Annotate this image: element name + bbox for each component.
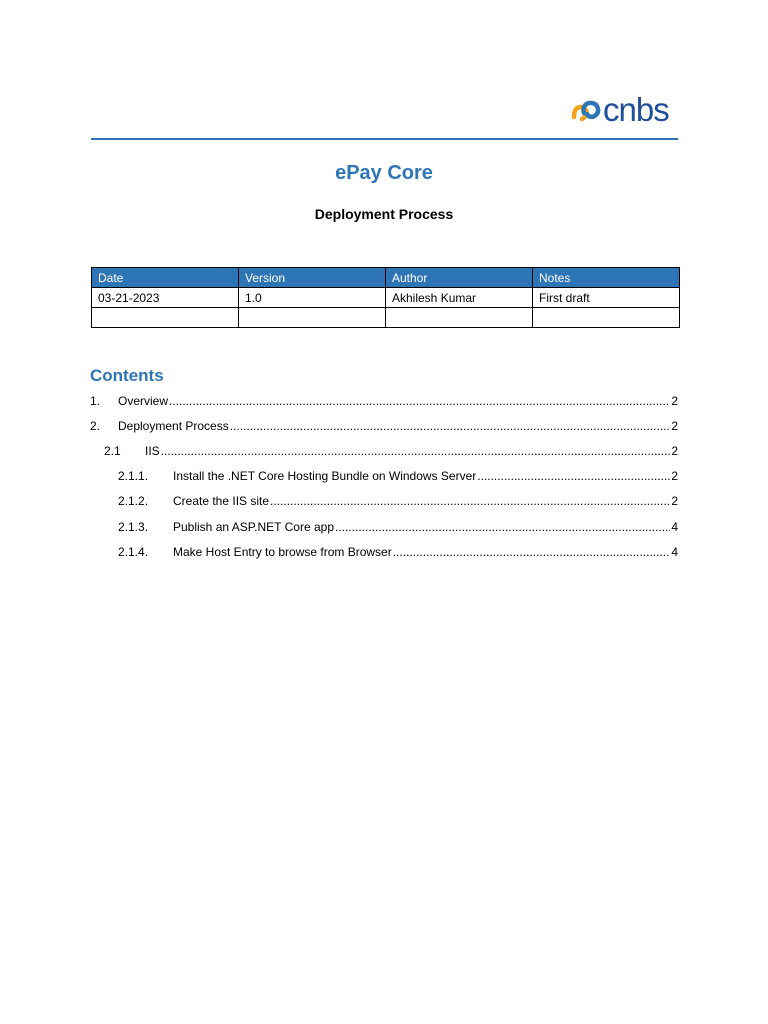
cell-author: Akhilesh Kumar (386, 288, 533, 308)
toc-entry-page: 2 (671, 394, 678, 408)
toc-entry[interactable] (0, 419, 678, 437)
cell-notes (533, 308, 680, 328)
toc-entry-number: 2.1.4. (118, 545, 149, 559)
table-row (92, 308, 680, 328)
toc-entry-title: IIS (145, 444, 160, 458)
table-header-row (92, 268, 680, 288)
toc-entry-title: Deployment Process (118, 419, 229, 433)
toc-entry-page: 2 (671, 444, 678, 458)
toc-dot-leader (335, 520, 670, 534)
toc-entry[interactable] (0, 494, 678, 512)
toc-entry-number: 2.1.2. (118, 494, 149, 508)
cell-notes: First draft (533, 288, 680, 308)
cell-date (92, 308, 239, 328)
toc-entry[interactable] (0, 545, 678, 563)
document-subtitle: Deployment Process (314, 206, 454, 222)
chain-link-logo-icon (570, 93, 604, 127)
toc-entry-title: Publish an ASP.NET Core app (173, 520, 334, 534)
toc-dot-leader (393, 545, 671, 559)
toc-entry[interactable] (0, 469, 678, 487)
toc-dot-leader (169, 394, 670, 408)
table-row (92, 288, 680, 308)
toc-dot-leader (477, 469, 670, 483)
cell-author (386, 308, 533, 328)
toc-entry-title: Create the IIS site (173, 494, 270, 508)
toc-entry-number: 2.1.1. (118, 469, 149, 483)
toc-dot-leader (270, 494, 670, 508)
cell-version (239, 308, 386, 328)
contents-heading: Contents (90, 366, 164, 385)
document-title: ePay Core (335, 162, 433, 184)
toc-entry-title: Install the .NET Core Hosting Bundle on Windows Server (173, 469, 477, 483)
revision-history-table (91, 267, 680, 328)
toc-entry-number: 2. (90, 419, 101, 433)
toc-entry-title: Overview (118, 394, 169, 408)
toc-dot-leader (161, 444, 671, 458)
toc-entry[interactable] (0, 444, 678, 462)
toc-entry-page: 2 (671, 419, 678, 433)
toc-entry[interactable] (0, 394, 678, 412)
toc-entry-number: 2.1.3. (118, 520, 149, 534)
toc-entry-page: 2 (671, 469, 678, 483)
toc-entry-title: Make Host Entry to browse from Browser (173, 545, 392, 559)
column-header-notes: Notes (533, 268, 680, 288)
toc-entry-number: 1. (90, 394, 101, 408)
toc-entry[interactable] (0, 520, 678, 538)
company-logo (570, 92, 680, 128)
toc-entry-page: 4 (671, 520, 678, 534)
toc-entry-page: 2 (671, 494, 678, 508)
cell-date: 03-21-2023 (92, 288, 239, 308)
header-divider (91, 138, 678, 140)
column-header-version: Version (239, 268, 386, 288)
column-header-author: Author (386, 268, 533, 288)
toc-entry-number: 2.1 (104, 444, 121, 458)
toc-dot-leader (230, 419, 671, 433)
cell-version: 1.0 (239, 288, 386, 308)
toc-entry-page: 4 (671, 545, 678, 559)
logo-text: cnbs (603, 91, 669, 128)
column-header-date: Date (92, 268, 239, 288)
